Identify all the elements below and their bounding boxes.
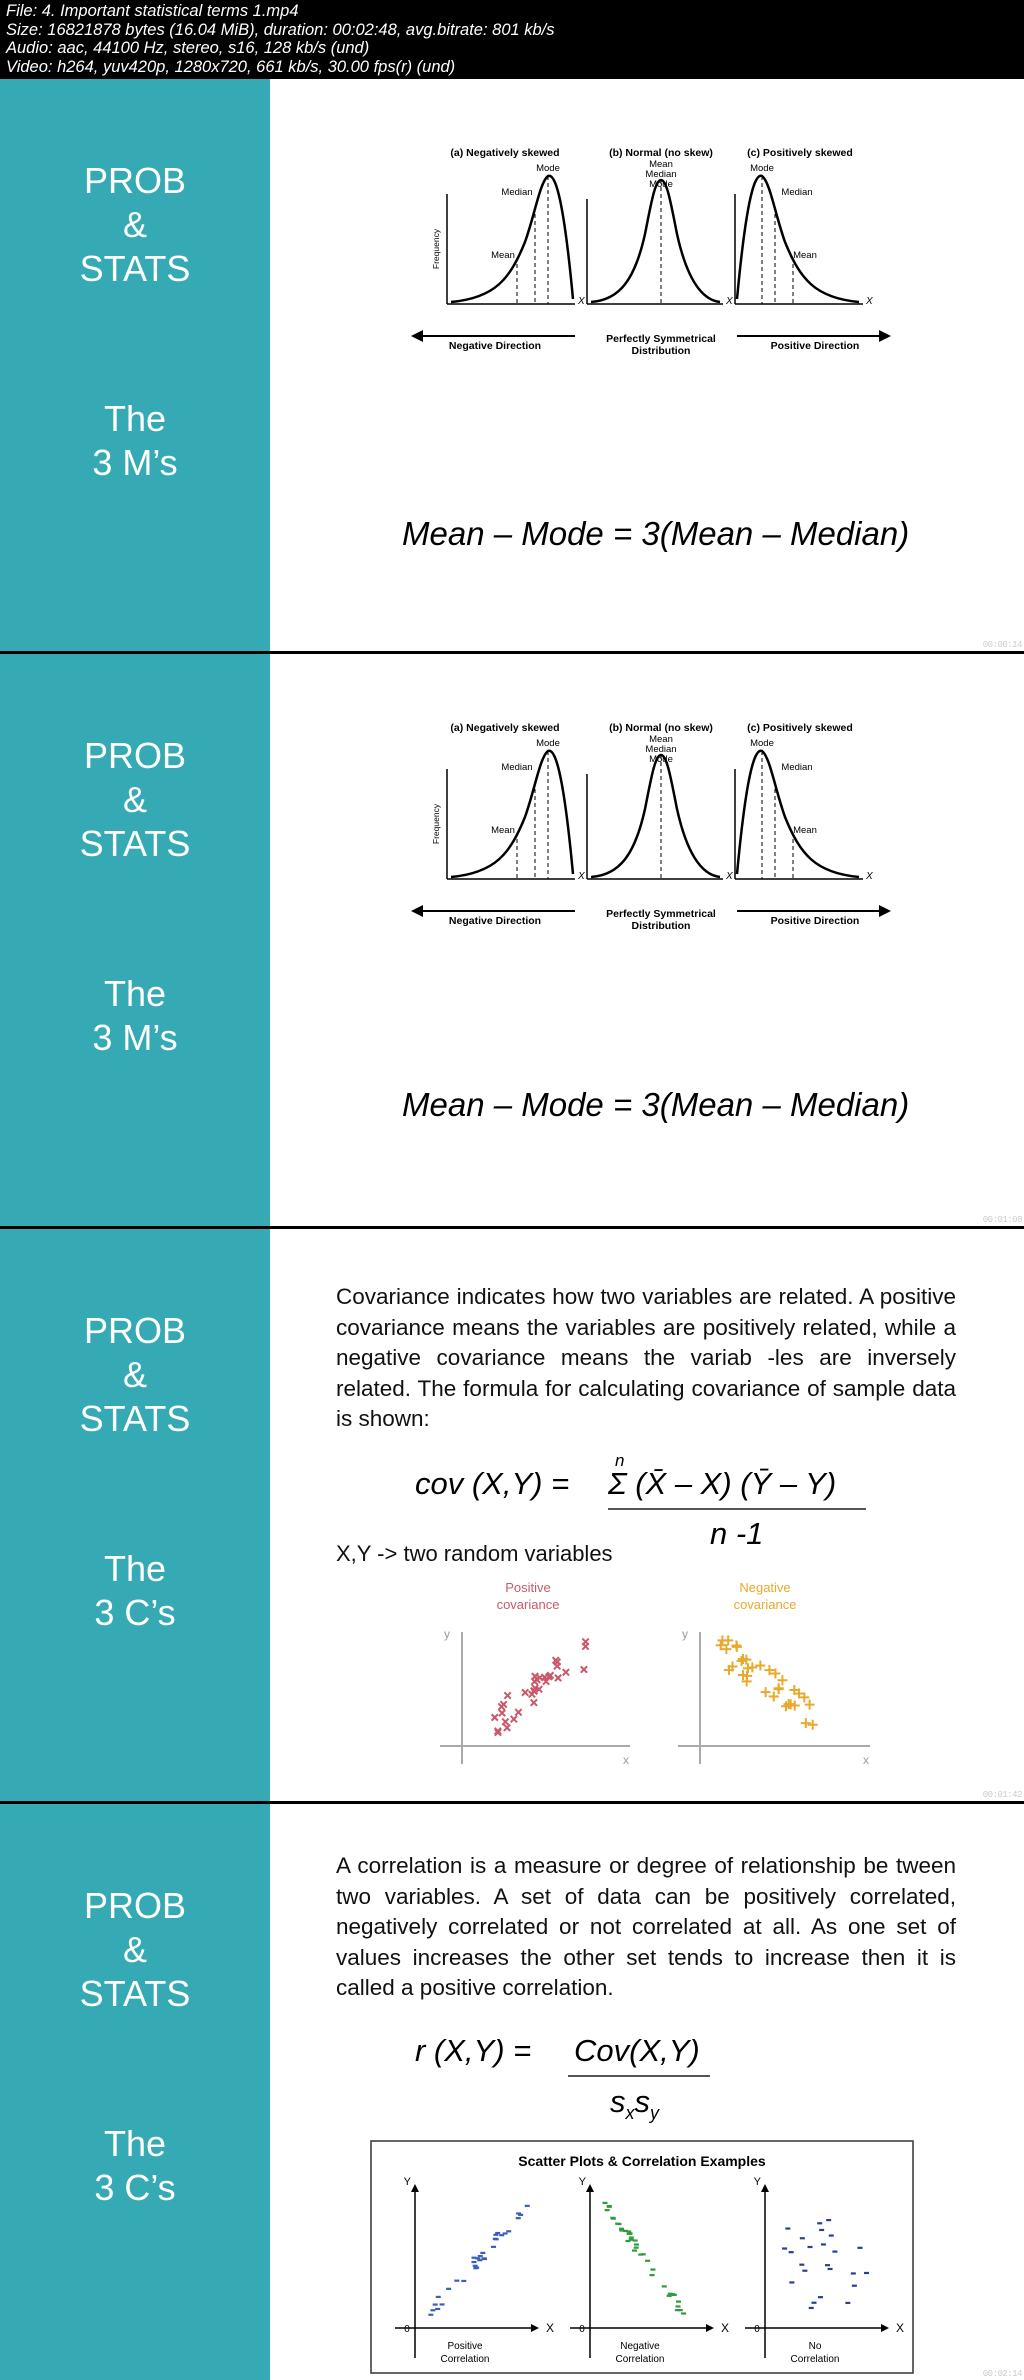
scatter-mark [632, 2249, 637, 2251]
sidebar-line: The [103, 1548, 167, 1589]
scatter-mark [805, 1700, 815, 1710]
frame-divider [0, 1227, 1024, 1229]
sidebar-line: & [122, 779, 147, 820]
sidebar-line: The [103, 973, 167, 1014]
mode-label: Mode [649, 754, 673, 765]
symmetric-label: Perfectly Symmetrical [606, 333, 716, 345]
x-axis-label: X [895, 2321, 905, 2335]
slide-content [270, 654, 1024, 1226]
x-label: X [866, 296, 873, 307]
fraction-bar [608, 1508, 866, 1510]
scatter-mark [516, 2212, 521, 2214]
scatter-mark [809, 2307, 814, 2309]
denom-sub-x: x [625, 2103, 635, 2124]
timestamp: 00:02:14 [982, 2369, 1022, 2379]
scatter-mark [436, 2296, 441, 2298]
scatter-mark [495, 2232, 500, 2234]
scatter-mark [492, 1726, 505, 1739]
scatter-mark [645, 2260, 650, 2262]
scatter-mark [471, 2261, 476, 2263]
scatter-mark [845, 2302, 850, 2304]
sidebar-subtitle [0, 397, 270, 485]
fraction-bar [568, 2075, 710, 2077]
median-label: Median [645, 169, 677, 180]
sidebar-title [0, 1309, 270, 1441]
sidebar-line: PROB [83, 1885, 187, 1926]
scatter-mark [650, 2274, 655, 2276]
sidebar [0, 1229, 270, 1801]
plot-caption: Positive [447, 2341, 483, 2352]
scatter-mark [501, 1689, 514, 1702]
scatter-mark [800, 2237, 805, 2239]
scatter-mark [528, 1696, 541, 1709]
scatter-mark [829, 2234, 834, 2236]
panel-b-title: (b) Normal (no skew) [609, 147, 713, 159]
scatter-mark [662, 2285, 667, 2287]
origin-label: 0 [404, 2324, 410, 2335]
frame-divider [0, 1802, 1024, 1804]
video-frame-1 [0, 79, 1024, 651]
y-axis-label: Frequency [431, 803, 441, 845]
negative-cov-label: Negative [739, 1580, 791, 1595]
x-label: X [578, 871, 585, 882]
file-name-line: File: 4. Important statistical terms 1.mp4 [6, 2, 299, 20]
symmetric-label: Distribution [631, 345, 691, 354]
sidebar [0, 1804, 270, 2380]
sidebar-line: 3 C’s [94, 2167, 176, 2208]
scatter-title: Scatter Plots & Correlation Examples [518, 2153, 766, 2169]
scatter-mark [474, 2267, 479, 2269]
scatter-mark [681, 2312, 686, 2314]
sidebar [0, 654, 270, 1226]
scatter-mark [668, 2293, 673, 2295]
panel-c-title: (c) Positively skewed [747, 722, 853, 734]
y-axis-label: Y [403, 2176, 411, 2188]
positive-direction-label: Positive Direction [770, 340, 860, 352]
scatter-mark [496, 1707, 509, 1720]
scatter-mark [440, 2303, 445, 2305]
scatter-mark [789, 2251, 794, 2253]
x-label: X [726, 296, 733, 307]
scatter-mark [808, 1720, 818, 1730]
scatter-mark [491, 1725, 504, 1738]
scatter-mark [605, 2209, 610, 2211]
scatter-mark [676, 2305, 681, 2307]
sidebar-line: The [103, 2123, 167, 2164]
scatter-mark [516, 2217, 521, 2219]
scatter-mark [832, 2251, 837, 2253]
scatter-mark [818, 2296, 823, 2298]
r-denominator [610, 2084, 659, 2124]
y-axis-label: Frequency [431, 228, 441, 270]
scatter-mark [433, 2303, 438, 2305]
plot-caption: Negative [620, 2341, 660, 2352]
denom-sub-y: y [650, 2103, 659, 2124]
scatter-mark [799, 2264, 804, 2266]
scatter-mark [821, 2243, 826, 2245]
sidebar-line: STATS [79, 1398, 191, 1439]
scatter-mark [525, 2205, 530, 2207]
mean-label: Mean [649, 159, 673, 170]
mode-label: Mode [536, 163, 560, 174]
scatter-mark [491, 2246, 496, 2248]
positive-cov-label: covariance [496, 1597, 560, 1612]
sidebar-line: PROB [83, 160, 187, 201]
sidebar-line: & [122, 1354, 147, 1395]
x-axis-label: x [863, 1753, 869, 1767]
mode-label: Mode [750, 738, 774, 749]
origin-label: 0 [579, 2324, 585, 2335]
plot-caption: Correlation [790, 2354, 840, 2365]
x-label: X [578, 296, 585, 307]
scatter-mark [478, 2255, 483, 2257]
scatter-mark [602, 2202, 607, 2204]
scatter-mark [638, 2253, 643, 2255]
video-frame-3 [0, 1229, 1024, 1801]
mode-label: Mode [536, 738, 560, 749]
skewness-diagram [305, 114, 1005, 354]
frame-divider [0, 652, 1024, 654]
scatter-mark [678, 2309, 683, 2311]
scatter-mark [503, 2232, 508, 2234]
scatter-mark [488, 1711, 501, 1724]
plot-caption: Correlation [615, 2354, 665, 2365]
panel-a-title: (a) Negatively skewed [450, 147, 560, 159]
negative-direction-label: Negative Direction [448, 340, 542, 352]
panel-c-title: (c) Positively skewed [747, 147, 853, 159]
correlation-scatter [370, 2140, 914, 2374]
sidebar-title [0, 159, 270, 291]
scatter-mark [480, 2252, 485, 2254]
scatter-mark [731, 1641, 741, 1651]
mode-label: Mode [750, 163, 774, 174]
scatter-mark [857, 2247, 862, 2249]
sidebar-line: 3 M’s [92, 442, 178, 483]
scatter-mark [634, 2247, 639, 2249]
scatter-mark [650, 2268, 655, 2270]
scatter-mark [785, 2227, 790, 2229]
denom-s: s [634, 2084, 650, 2119]
scatter-mark [817, 2222, 822, 2224]
scatter-mark [435, 2308, 440, 2310]
scatter-mark [493, 2238, 498, 2240]
y-axis-label: Y [753, 2176, 761, 2188]
symmetric-label: Distribution [631, 920, 691, 929]
mean-label: Mean [793, 250, 817, 261]
median-label: Median [501, 187, 533, 198]
scatter-mark [826, 2219, 831, 2221]
scatter-mark [461, 2280, 466, 2282]
scatter-mark [578, 1663, 591, 1676]
plot-caption: Correlation [440, 2354, 490, 2365]
scatter-mark [623, 2230, 628, 2232]
slide-content [270, 1804, 1024, 2380]
scatter-mark [512, 1706, 525, 1719]
mean-mode-formula: Mean – Mode = 3(Mean – Median) [402, 515, 910, 552]
panel-a-title: (a) Negatively skewed [450, 722, 560, 734]
sidebar-line: 3 M’s [92, 1017, 178, 1058]
video-info-line: Video: h264, yuv420p, 1280x720, 661 kb/s, 30.00 fps(r) (und) [6, 57, 456, 76]
x-axis-label: X [545, 2321, 555, 2335]
timestamp: 00:01:08 [982, 1215, 1022, 1225]
scatter-mark [428, 2314, 433, 2316]
scatter-mark [808, 2246, 813, 2248]
scatter-mark [629, 2236, 634, 2238]
x-axis-label: X [720, 2321, 730, 2335]
scatter-mark [782, 2247, 787, 2249]
scatter-mark [446, 2288, 451, 2290]
cov-denominator: n -1 [710, 1516, 764, 1551]
slide-content [270, 79, 1024, 651]
variable-note: X,Y -> two random variables [336, 1541, 613, 1566]
scatter-mark [852, 2285, 857, 2287]
positive-direction-label: Positive Direction [770, 915, 860, 927]
timestamp: 00:01:42 [982, 1790, 1022, 1800]
scatter-mark [864, 2272, 869, 2274]
scatter-mark [801, 1718, 811, 1728]
scatter-mark [802, 2270, 807, 2272]
r-numerator: Cov(X,Y) [574, 2033, 700, 2068]
x-label: X [726, 871, 733, 882]
scatter-mark [774, 1684, 784, 1694]
y-axis-label: Y [578, 2176, 586, 2188]
origin-label: 0 [754, 2324, 760, 2335]
video-frame-2 [0, 654, 1024, 1226]
scatter-mark [828, 2268, 833, 2270]
covariance-scatter [430, 1574, 910, 1784]
slide-content [270, 1229, 1024, 1801]
scatter-mark [633, 2239, 638, 2241]
panel-b-title: (b) Normal (no skew) [609, 722, 713, 734]
audio-info-line: Audio: aac, 44100 Hz, stereo, s16, 128 kb/s (und) [6, 39, 370, 57]
scatter-mark [506, 2230, 511, 2232]
denom-s: s [610, 2084, 626, 2119]
median-label: Median [781, 187, 813, 198]
video-frame-4 [0, 1804, 1024, 2380]
sidebar-line: PROB [83, 735, 187, 776]
scatter-mark [737, 1656, 747, 1666]
scatter-mark [819, 2229, 824, 2231]
mode-label: Mode [649, 179, 673, 190]
positive-cov-points [488, 1635, 592, 1738]
plot-caption: No [808, 2341, 822, 2352]
scatter-mark [508, 1713, 521, 1726]
scatter-mark [611, 2218, 616, 2220]
sidebar-line: STATS [79, 248, 191, 289]
cov-n: n [615, 1451, 625, 1470]
sidebar-line: & [122, 1929, 147, 1970]
scatter-mark [477, 2259, 482, 2261]
scatter-mark [619, 2228, 624, 2230]
x-label: X [866, 871, 873, 882]
sidebar-line: & [122, 204, 147, 245]
r-lhs: r (X,Y) = [415, 2033, 532, 2068]
median-label: Median [781, 762, 813, 773]
sidebar-subtitle [0, 1547, 270, 1635]
sidebar-line: The [103, 398, 167, 439]
file-info-header [0, 0, 1024, 78]
sidebar-line: 3 C’s [94, 1592, 176, 1633]
scatter-mark [430, 2309, 435, 2311]
file-size-line: Size: 16821878 bytes (16.04 MiB), duration: 00:02:48, avg.bitrate: 801 kb/s [6, 20, 555, 39]
sidebar-line: STATS [79, 823, 191, 864]
sidebar-subtitle [0, 2122, 270, 2210]
covariance-paragraph: Covariance indicates how two variables are related. A positive covariance means the variables are positively related, while a negative covariance means the variab -les are inversely related. The formula for calculating covariance of sample data is shown: [336, 1284, 956, 1431]
correlation-paragraph: A correlation is a measure or degree of relationship be tween two variables. A set of data can be positively correlated, negatively correlated or not correlated at all. As one set of values increases the other set tends to increase then it is called a positive correlation. [336, 1853, 956, 2000]
negative-cov-label: covariance [733, 1597, 797, 1612]
sidebar-title [0, 734, 270, 866]
scatter-mark [472, 2257, 477, 2259]
scatter-mark [607, 2206, 612, 2208]
scatter-mark [789, 2281, 794, 2283]
cov-numerator: Σ (X̄ – X) (Ȳ – Y) [608, 1466, 837, 1501]
scatter-mark [634, 2243, 639, 2245]
mean-label: Mean [649, 734, 673, 745]
mean-label: Mean [491, 825, 515, 836]
negative-cov-points [716, 1635, 818, 1729]
scatter-mark [482, 2258, 487, 2260]
sidebar-subtitle [0, 972, 270, 1060]
cov-lhs: cov (X,Y) = [415, 1466, 570, 1501]
median-label: Median [501, 762, 533, 773]
sidebar-line: STATS [79, 1973, 191, 2014]
mean-mode-formula: Mean – Mode = 3(Mean – Median) [402, 1086, 910, 1123]
scatter-mark [676, 2300, 681, 2302]
sidebar-line: PROB [83, 1310, 187, 1351]
scatter-mark [755, 1661, 765, 1671]
sidebar [0, 79, 270, 651]
scatter-mark [615, 2223, 620, 2225]
y-axis-label: y [444, 1627, 450, 1641]
skewness-diagram [305, 689, 1005, 929]
timestamp: 00:00:14 [982, 640, 1022, 650]
mean-label: Mean [491, 250, 515, 261]
y-axis-label: y [682, 1627, 688, 1641]
mean-label: Mean [793, 825, 817, 836]
scatter-mark [851, 2272, 856, 2274]
median-label: Median [645, 744, 677, 755]
negative-direction-label: Negative Direction [448, 915, 542, 927]
sidebar-title [0, 1884, 270, 2016]
x-axis-label: x [623, 1753, 629, 1767]
scatter-mark [723, 1635, 733, 1645]
scatter-mark [560, 1666, 573, 1679]
scatter-mark [454, 2280, 459, 2282]
symmetric-label: Perfectly Symmetrical [606, 908, 716, 920]
scatter-mark [627, 2233, 632, 2235]
scatter-mark [812, 2302, 817, 2304]
scatter-mark [825, 2264, 830, 2266]
positive-cov-label: Positive [505, 1580, 551, 1595]
scatter-mark [667, 2295, 672, 2297]
